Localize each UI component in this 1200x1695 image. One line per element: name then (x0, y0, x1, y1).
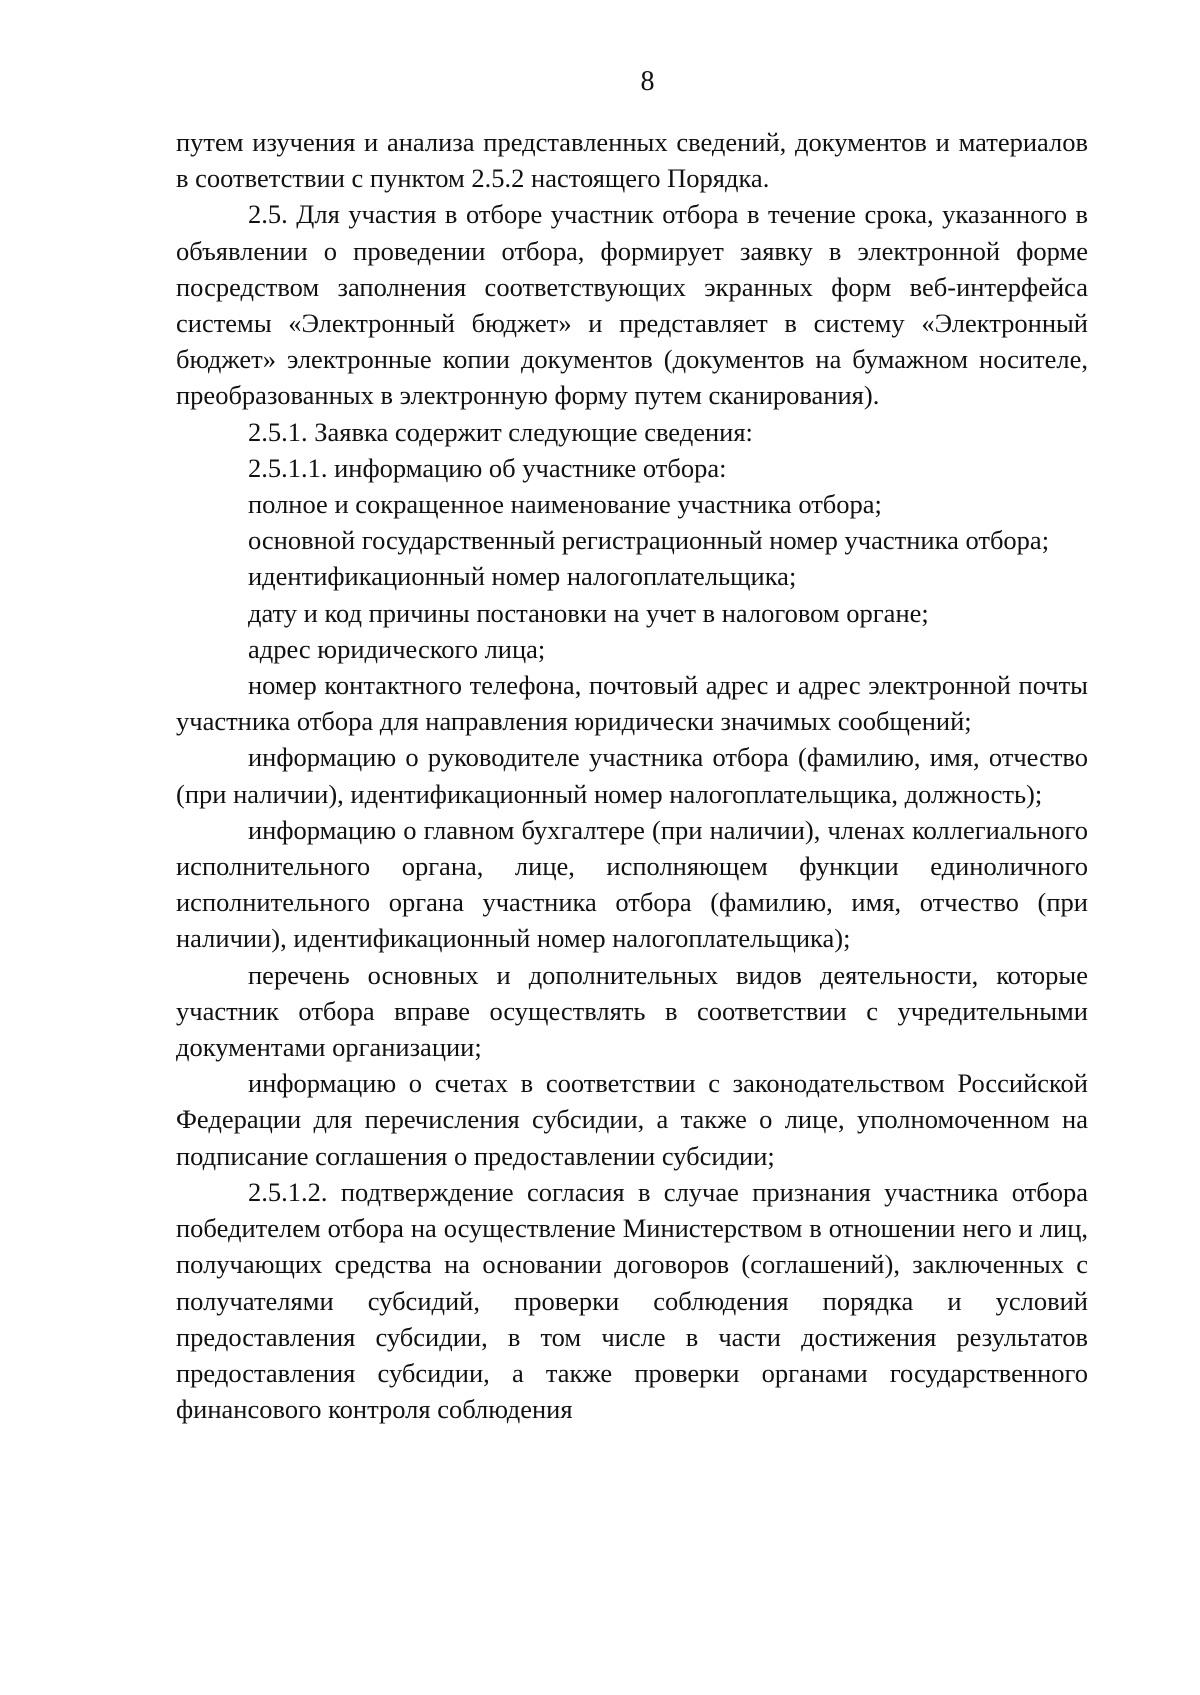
paragraph-1: путем изучения и анализа представленных сведений, документов и материалов в соответствии с пунктом 2.5.2 настоящего Порядка. (176, 127, 1088, 194)
paragraph-2-5-1-1: 2.5.1.1. информацию об участнике отбора: (248, 452, 727, 483)
list-item-name: полное и сокращенное наименование участника отбора; (248, 489, 882, 520)
list-item-accountant: информацию о главном бухгалтере (при наличии), членах коллегиального исполнительного органа, лице, исполняющем функции единоличного исполнительного органа участника отбора (фамилию, имя, отчество (при наличии), идентификационный номер налогоплательщика); (176, 814, 1088, 954)
paragraph-2-5-1-2: 2.5.1.2. подтверждение согласия в случае признания участника отбора победителем отбора на осуществление Министерством в отношении него и лиц, получающих средства на основании договоров (соглашений), заключенных с получателями субсидий, проверки соблюдения порядка и условий предоставления субсидии, в том числе в части достижения результатов предоставления субсидии, а также проверки органами государственного финансового контроля соблюдения (176, 1176, 1088, 1425)
paragraph-2-5: 2.5. Для участия в отборе участник отбора в течение срока, указанного в объявлении о проведении отбора, формирует заявку в электронной форме посредством заполнения соответствующих экранных форм веб-интерфейса системы «Электронный бюджет» и представляет в систему «Электронный бюджет» электронные копии документов (документов на бумажном носителе, преобразованных в электронную форму путем сканирования). (176, 199, 1088, 411)
list-item-accounts: информацию о счетах в соответствии с законодательством Российской Федерации для перечисления субсидии, а также о лице, уполномоченном на подписание соглашения о предоставлении субсидии; (176, 1068, 1088, 1171)
list-item-director: информацию о руководителе участника отбора (фамилию, имя, отчество (при наличии), идентификационный номер налогоплательщика, должность); (176, 742, 1088, 809)
page-number: 8 (640, 66, 655, 97)
document-body (176, 124, 1088, 1427)
list-item-activities: перечень основных и дополнительных видов деятельности, которые участник отбора вправе осуществлять в соответствии с учредительными документами организации; (176, 959, 1088, 1063)
paragraph-2-5-1: 2.5.1. Заявка содержит следующие сведения: (248, 416, 753, 447)
list-item-kpp: дату и код причины постановки на учет в налоговом органе; (248, 597, 929, 628)
list-item-contacts: номер контактного телефона, почтовый адрес и адрес электронной почты участника отбора для направления юридически значимых сообщений; (176, 670, 1088, 737)
list-item-ogrn: основной государственный регистрационный номер участника отбора; (248, 525, 1050, 556)
list-item-address: адрес юридического лица; (248, 633, 546, 664)
list-item-inn: идентификационный номер налогоплательщика; (248, 561, 797, 592)
